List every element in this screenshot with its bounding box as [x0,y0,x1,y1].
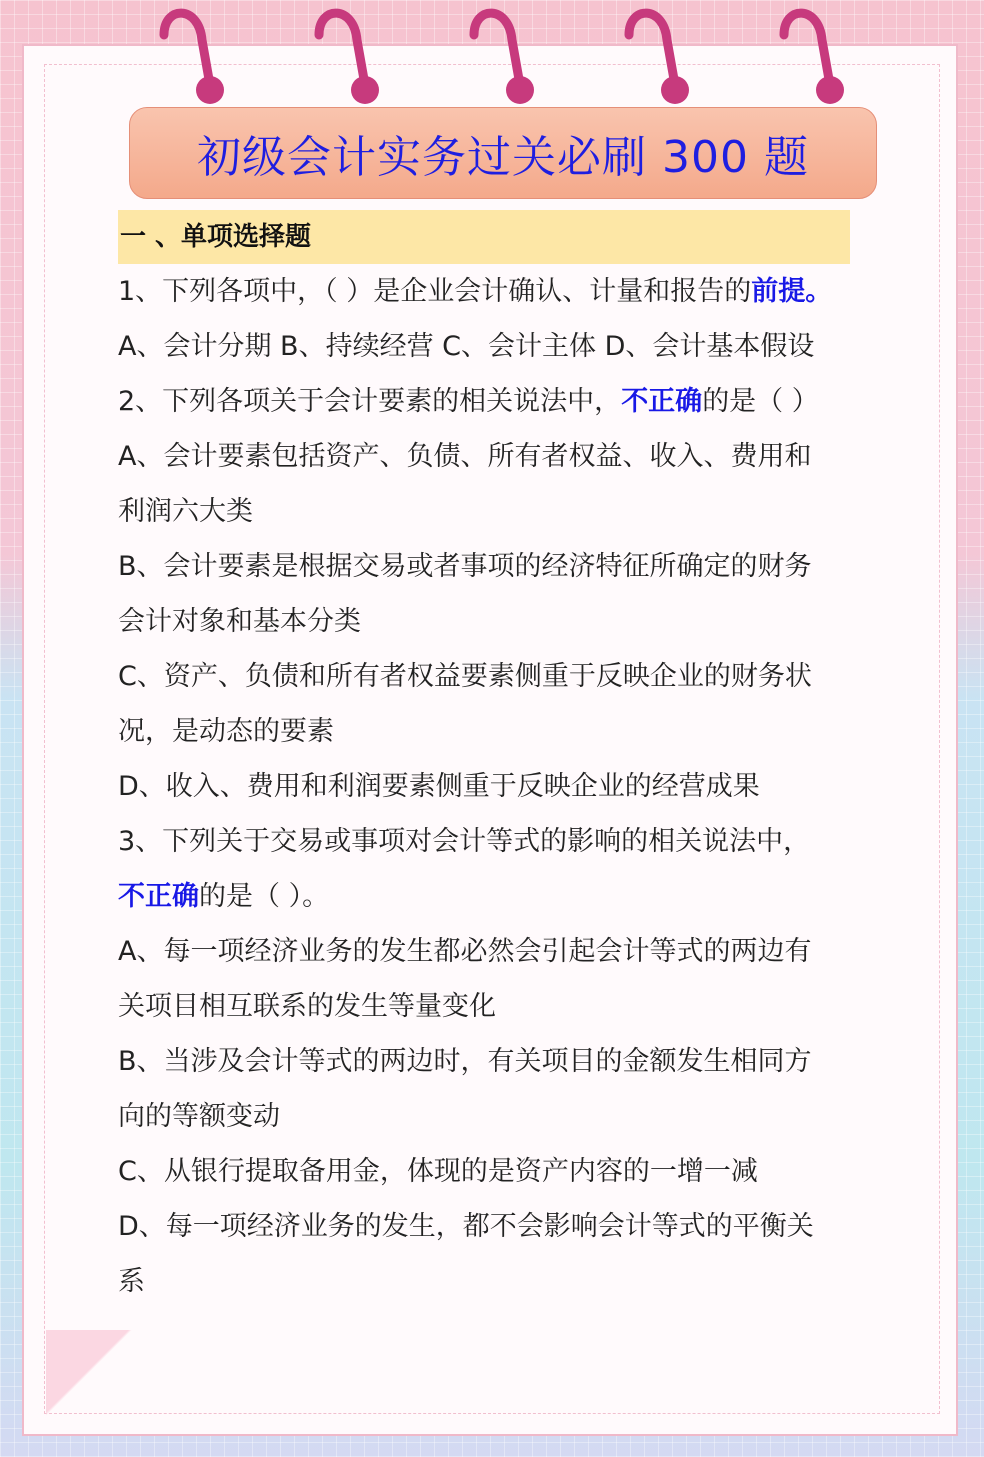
highlighted-text: 不正确 [118,881,199,912]
text-line [118,1089,858,1144]
title-banner [129,107,877,199]
page-corner-fold [46,1330,132,1416]
line-text: D、收入、费用和利润要素侧重于反映企业的经营成果 [118,771,760,802]
text-line [118,979,858,1034]
binder-ring-icon [774,0,854,110]
text-line [118,649,858,704]
line-text: 关项目相互联系的发生等量变化 [118,991,496,1022]
text-line [118,1254,858,1309]
binder-ring-icon [309,0,389,110]
question-lines [118,264,858,1309]
text-line [118,759,858,814]
text-line [118,539,858,594]
line-text: 的是（ ）。 [199,881,330,912]
text-line [118,429,858,484]
line-text: A、会计要素包括资产、负债、所有者权益、收入、费用和 [118,441,812,472]
line-text: 3、下列关于交易或事项对会计等式的影响的相关说法中， [118,826,811,857]
section-header: 一 、单项选择题 [118,210,850,264]
binder-ring-icon [619,0,699,110]
text-line [118,704,858,759]
text-line [118,814,858,869]
line-text: B、当涉及会计等式的两边时，有关项目的金额发生相同方 [118,1046,812,1077]
highlighted-text: 不正确 [621,386,703,417]
text-line [118,319,858,374]
text-line [118,1034,858,1089]
text-line [118,264,858,319]
line-text: B、会计要素是根据交易或者事项的经济特征所确定的财务 [118,551,812,582]
line-text: 况，是动态的要素 [118,716,334,747]
line-text: 的是（ ） [702,386,819,417]
text-line [118,594,858,649]
highlighted-text: 前提。 [751,276,833,307]
binder-ring-icon [464,0,544,110]
binder-ring-icon [154,0,234,110]
line-text: A、会计分期 B、持续经营 C、会计主体 D、会计基本假设 [118,331,815,362]
text-line [118,924,858,979]
line-text: C、资产、负债和所有者权益要素侧重于反映企业的财务状 [118,661,812,692]
text-line [118,869,858,924]
line-text: C、从银行提取备用金，体现的是资产内容的一增一减 [118,1156,758,1187]
line-text: 系 [118,1266,145,1297]
text-line [118,484,858,539]
page-title: 初级会计实务过关必刷 300 题 [197,132,809,183]
line-text: 会计对象和基本分类 [118,606,361,637]
line-text: 1、下列各项中，（ ）是企业会计确认、计量和报告的 [118,276,752,307]
line-text: 2、下列各项关于会计要素的相关说法中， [118,386,622,417]
line-text: D、每一项经济业务的发生，都不会影响会计等式的平衡关 [118,1211,814,1242]
line-text: 利润六大类 [118,496,253,527]
text-line [118,1144,858,1199]
line-text: 向的等额变动 [118,1101,280,1132]
text-line [118,374,858,429]
line-text: A、每一项经济业务的发生都必然会引起会计等式的两边有 [118,936,812,967]
question-content [118,210,858,1309]
text-line [118,1199,858,1254]
